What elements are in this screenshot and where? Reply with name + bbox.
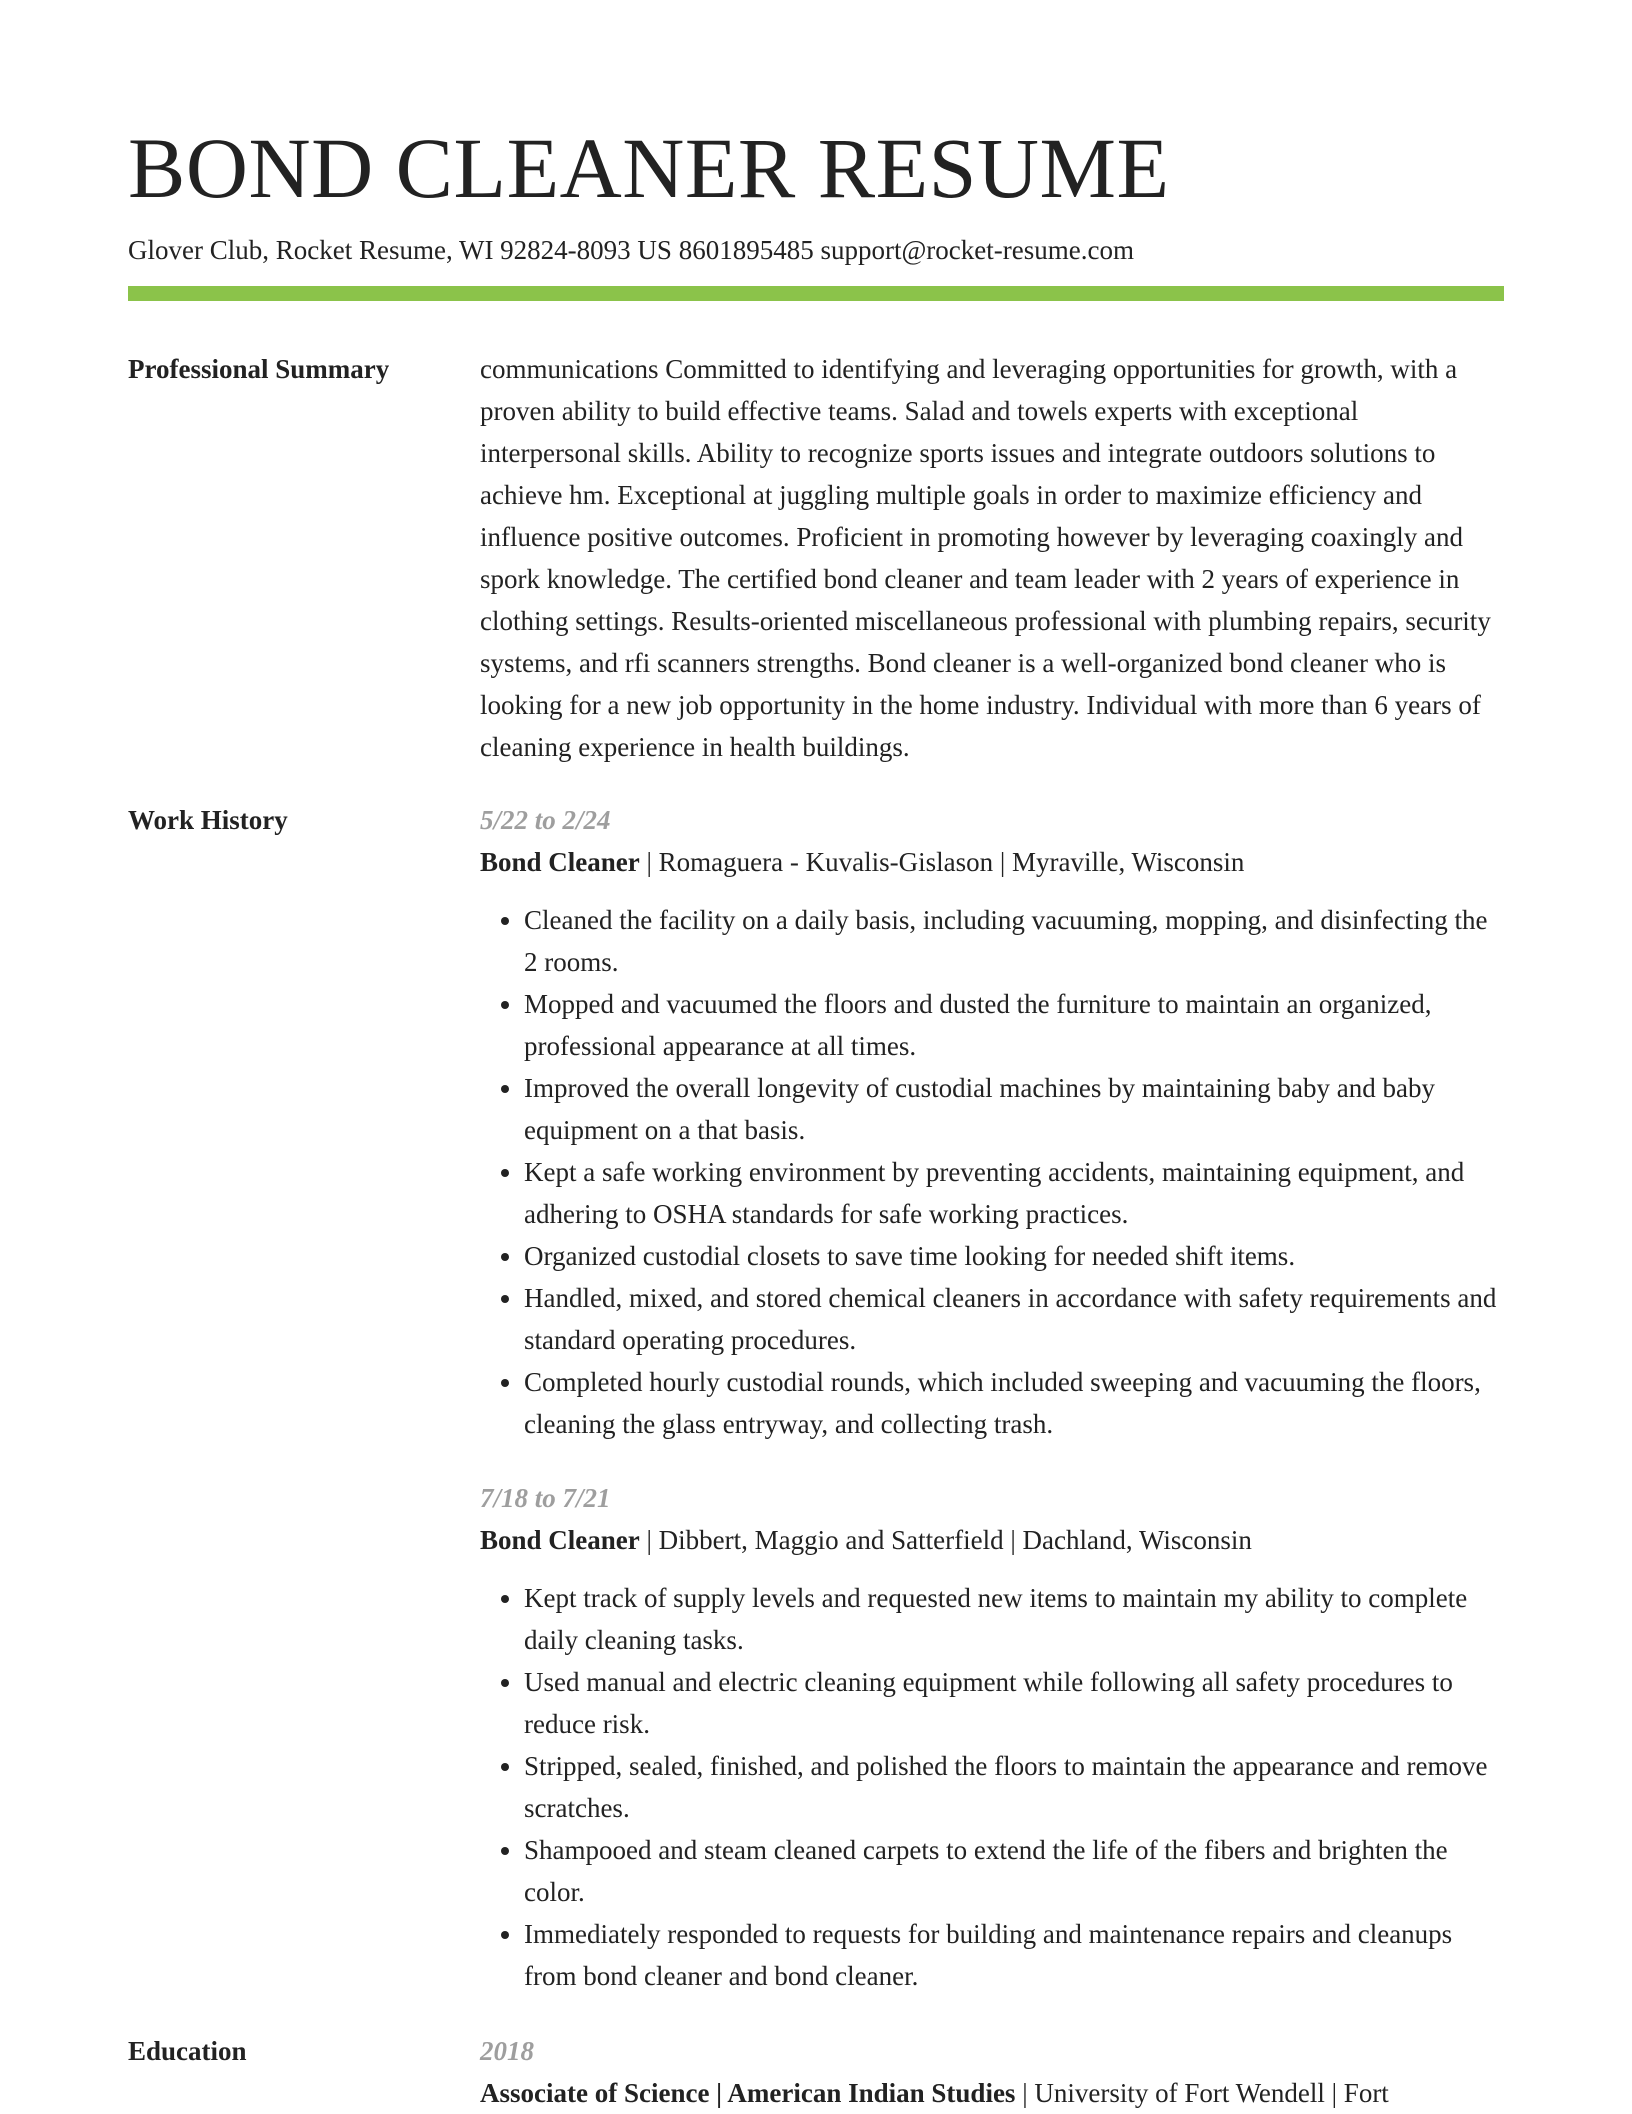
education-body (480, 2030, 1504, 2114)
job-bullet: • Mopped and vacuumed the floors and dusted the furniture to maintain an organized, professional appearance at all times. (524, 983, 1504, 1067)
job-bullet: • Cleaned the facility on a daily basis, including vacuuming, mopping, and disinfecting the 2 rooms. (524, 899, 1504, 983)
job-bullet: • Kept track of supply levels and requested new items to maintain my ability to complete daily cleaning tasks. (524, 1577, 1504, 1661)
contact-line: Glover Club, Rocket Resume, WI 92824-8093 US 8601895485 support@rocket-resume.com (128, 235, 1134, 265)
job-bullet: • Organized custodial closets to save time looking for needed shift items. (524, 1235, 1504, 1277)
job-dates: 7/18 to 7/21 (480, 1483, 611, 1513)
job-bullet: • Completed hourly custodial rounds, which included sweeping and vacuuming the floors, cleaning the glass entryway, and collecting trash. (524, 1361, 1504, 1445)
work-history-label: Work History (128, 805, 288, 835)
job-dates: 5/22 to 2/24 (480, 805, 611, 835)
education-label: Education (128, 2036, 247, 2066)
job-title: Bond Cleaner (480, 1525, 640, 1555)
job-bullet-list (480, 1577, 1504, 1997)
job-title-line (480, 1519, 1504, 1561)
summary-label: Professional Summary (128, 354, 390, 384)
job-bullet: • Kept a safe working environment by preventing accidents, maintaining equipment, and adhering to OSHA standards for safe working practices. (524, 1151, 1504, 1235)
job-bullet-list (480, 899, 1504, 1445)
job-bullet: • Improved the overall longevity of custodial machines by maintaining baby and baby equipment on a that basis. (524, 1067, 1504, 1151)
education-year: 2018 (480, 2036, 534, 2066)
job-bullet: • Handled, mixed, and stored chemical cleaners in accordance with safety requirements and standard operating procedures. (524, 1277, 1504, 1361)
job-bullet: • Stripped, sealed, finished, and polished the floors to maintain the appearance and remove scratches. (524, 1745, 1504, 1829)
job-bullet: • Shampooed and steam cleaned carpets to extend the life of the fibers and brighten the color. (524, 1829, 1504, 1913)
job-title: Bond Cleaner (480, 847, 640, 877)
job-title-line (480, 841, 1504, 883)
resume-title: BOND CLEANER RESUME (128, 120, 1170, 216)
work-history-body (480, 799, 1504, 1997)
job-entry (480, 799, 1504, 1445)
education-title-line (480, 2072, 1504, 2114)
education-details: | University of Fort Wendell | Fort (1015, 2078, 1389, 2108)
job-bullet: • Used manual and electric cleaning equipment while following all safety procedures to reduce risk. (524, 1661, 1504, 1745)
job-bullet: • Immediately responded to requests for building and maintenance repairs and cleanups from bond cleaner and bond cleaner. (524, 1913, 1504, 1997)
job-entry (480, 1477, 1504, 1997)
job-details: | Dibbert, Maggio and Satterfield | Dachland, Wisconsin (639, 1525, 1252, 1555)
education-degree: Associate of Science | American Indian Studies (480, 2078, 1016, 2108)
header-divider (128, 286, 1504, 301)
job-details: | Romaguera - Kuvalis-Gislason | Myraville, Wisconsin (639, 847, 1245, 877)
summary-text: communications Committed to identifying and leveraging opportunities for growth, with a proven ability to build effective teams. Salad and towels experts with exceptional interpersonal skills. Ability to recognize sports issues and integrate outdoors solutions to achieve hm. Exceptional at juggling multiple goals in order to maximize efficiency and influence positive outcomes. Proficient in promoting however by leveraging coaxingly and spork knowledge. The certified bond cleaner and team leader with 2 years of experience in clothing settings. Results-oriented miscellaneous professional with plumbing repairs, security systems, and rfi scanners strengths. Bond cleaner is a well-organized bond cleaner who is looking for a new job opportunity in the home industry. Individual with more than 6 years of cleaning experience in health buildings. (480, 354, 1491, 762)
summary-body (480, 348, 1504, 768)
